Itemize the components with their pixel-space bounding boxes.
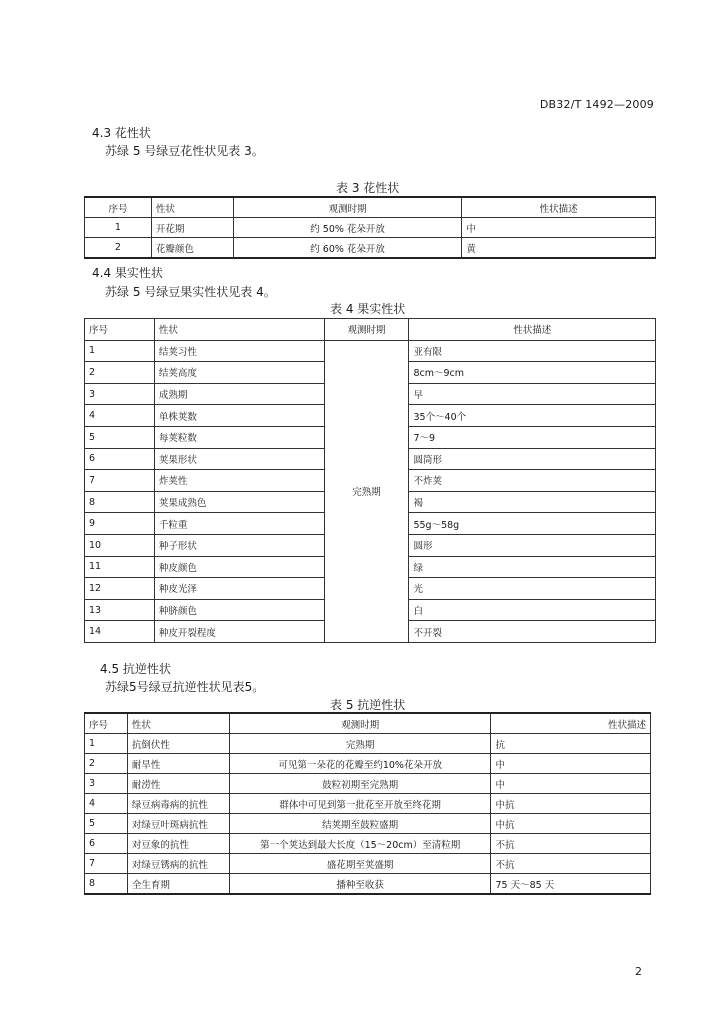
table-cell: 6 bbox=[85, 448, 155, 470]
table-cell: 对豆象的抗性 bbox=[127, 834, 229, 854]
table-cell: 黄 bbox=[462, 238, 656, 259]
table-cell: 圆筒形 bbox=[409, 448, 656, 470]
table-cell: 4 bbox=[85, 794, 128, 814]
table-cell: 不开裂 bbox=[409, 621, 656, 643]
table-cell: 亚有限 bbox=[409, 340, 656, 362]
table-cell: 不抗 bbox=[491, 834, 651, 854]
table-cell: 荚果形状 bbox=[154, 448, 324, 470]
table5-header-row bbox=[85, 713, 651, 734]
table-cell: 约 50% 花朵开放 bbox=[233, 218, 462, 238]
table-cell: 白 bbox=[409, 599, 656, 621]
section-4-4-title: 4.4 果实性状 bbox=[92, 266, 163, 280]
table-cell: 中抗 bbox=[491, 814, 651, 834]
table-cell: 13 bbox=[85, 599, 155, 621]
table-row bbox=[85, 774, 651, 794]
table-cell: 耐旱性 bbox=[127, 754, 229, 774]
table-cell: 不抗 bbox=[491, 854, 651, 874]
table-cell: 8 bbox=[85, 874, 128, 895]
table-cell: 1 bbox=[85, 734, 128, 754]
table4-header-cell: 观测时期 bbox=[324, 319, 409, 341]
table-cell: 中 bbox=[462, 218, 656, 238]
table-cell: 6 bbox=[85, 834, 128, 854]
table-cell: 抗 bbox=[491, 734, 651, 754]
table-cell: 14 bbox=[85, 621, 155, 643]
table3-header-cell: 性状描述 bbox=[462, 197, 656, 218]
table-cell: 8cm～9cm bbox=[409, 362, 656, 384]
table-cell: 种皮光泽 bbox=[154, 578, 324, 600]
table-cell: 播种至收获 bbox=[229, 874, 491, 895]
table3-caption: 表 3 花性状 bbox=[336, 181, 400, 195]
table3-header-cell: 性状 bbox=[151, 197, 233, 218]
table-cell: 1 bbox=[85, 340, 155, 362]
table-cell: 群体中可见到第一批花至开放至终花期 bbox=[229, 794, 491, 814]
table-cell: 花瓣颜色 bbox=[151, 238, 233, 259]
table-cell: 结荚高度 bbox=[154, 362, 324, 384]
table5 bbox=[84, 712, 651, 895]
table5-header-cell: 性状描述 bbox=[491, 713, 651, 734]
page-number: 2 bbox=[635, 965, 642, 978]
table-row bbox=[85, 340, 656, 362]
table-cell: 不炸荚 bbox=[409, 470, 656, 492]
table-cell: 褐 bbox=[409, 491, 656, 513]
table-cell: 光 bbox=[409, 578, 656, 600]
standard-code: DB32/T 1492—2009 bbox=[539, 98, 654, 111]
table4-header-cell: 性状 bbox=[154, 319, 324, 341]
table-cell: 11 bbox=[85, 556, 155, 578]
table4-period-cell: 完熟期 bbox=[324, 340, 409, 642]
table-cell: 2 bbox=[85, 754, 128, 774]
table-cell: 耐涝性 bbox=[127, 774, 229, 794]
table-cell: 每荚粒数 bbox=[154, 426, 324, 448]
table-cell: 种脐颜色 bbox=[154, 599, 324, 621]
table-cell: 8 bbox=[85, 491, 155, 513]
table-cell: 7 bbox=[85, 854, 128, 874]
table-cell: 对绿豆锈病的抗性 bbox=[127, 854, 229, 874]
table-cell: 千粒重 bbox=[154, 513, 324, 535]
table-cell: 4 bbox=[85, 405, 155, 427]
section-4-5-text: 苏绿5号绿豆抗逆性状见表5。 bbox=[105, 680, 265, 694]
table4-caption: 表 4 果实性状 bbox=[330, 302, 406, 316]
table5-header-cell: 性状 bbox=[127, 713, 229, 734]
table3-header-cell: 观测时期 bbox=[233, 197, 462, 218]
table-cell: 3 bbox=[85, 383, 155, 405]
table-cell: 绿 bbox=[409, 556, 656, 578]
table-row bbox=[85, 794, 651, 814]
table5-header-cell: 序号 bbox=[85, 713, 128, 734]
table-cell: 绿豆病毒病的抗性 bbox=[127, 794, 229, 814]
table-cell: 种子形状 bbox=[154, 534, 324, 556]
table-cell: 开花期 bbox=[151, 218, 233, 238]
table-cell: 可见第一朵花的花瓣至约10%花朵开放 bbox=[229, 754, 491, 774]
table-cell: 约 60% 花朵开放 bbox=[233, 238, 462, 259]
table-row bbox=[85, 814, 651, 834]
table-cell: 2 bbox=[85, 362, 155, 384]
table4 bbox=[84, 318, 656, 643]
table-row bbox=[85, 754, 651, 774]
table-cell: 结荚期至鼓粒盛期 bbox=[229, 814, 491, 834]
table-row bbox=[85, 834, 651, 854]
table-row bbox=[85, 854, 651, 874]
table3 bbox=[84, 196, 656, 259]
table5-caption: 表 5 抗逆性状 bbox=[330, 698, 406, 712]
section-4-5-title: 4.5 抗逆性状 bbox=[100, 662, 171, 676]
table-cell: 第一个荚达到最大长度（15～20cm）至清粒期 bbox=[229, 834, 491, 854]
table-row bbox=[85, 218, 656, 238]
table-cell: 荚果成熟色 bbox=[154, 491, 324, 513]
table-cell: 5 bbox=[85, 426, 155, 448]
table-cell: 盛花期至荚盛期 bbox=[229, 854, 491, 874]
table-cell: 中 bbox=[491, 754, 651, 774]
table-cell: 对绿豆叶斑病抗性 bbox=[127, 814, 229, 834]
table3-header-cell: 序号 bbox=[85, 197, 152, 218]
table-cell: 单株荚数 bbox=[154, 405, 324, 427]
table4-header-cell: 序号 bbox=[85, 319, 155, 341]
table-cell: 种皮开裂程度 bbox=[154, 621, 324, 643]
section-4-4-text: 苏绿 5 号绿豆果实性状见表 4。 bbox=[105, 285, 276, 299]
table-cell: 圆形 bbox=[409, 534, 656, 556]
table-cell: 7 bbox=[85, 470, 155, 492]
table4-header-row bbox=[85, 319, 656, 341]
table-cell: 10 bbox=[85, 534, 155, 556]
table-cell: 炸荚性 bbox=[154, 470, 324, 492]
table-cell: 2 bbox=[85, 238, 152, 259]
section-4-3-title: 4.3 花性状 bbox=[92, 126, 151, 140]
table3-header-row bbox=[85, 197, 656, 218]
table-cell: 鼓粒初期至完熟期 bbox=[229, 774, 491, 794]
table-cell: 完熟期 bbox=[229, 734, 491, 754]
table-cell: 9 bbox=[85, 513, 155, 535]
table-cell: 7～9 bbox=[409, 426, 656, 448]
table5-header-cell: 观测时期 bbox=[229, 713, 491, 734]
table-cell: 全生育期 bbox=[127, 874, 229, 895]
table-row bbox=[85, 734, 651, 754]
table-cell: 35个～40个 bbox=[409, 405, 656, 427]
table-cell: 抗倒伏性 bbox=[127, 734, 229, 754]
table-cell: 种皮颜色 bbox=[154, 556, 324, 578]
table-cell: 1 bbox=[85, 218, 152, 238]
table-row bbox=[85, 874, 651, 895]
table-row bbox=[85, 238, 656, 259]
table-cell: 5 bbox=[85, 814, 128, 834]
table-cell: 12 bbox=[85, 578, 155, 600]
table-cell: 成熟期 bbox=[154, 383, 324, 405]
table4-header-cell: 性状描述 bbox=[409, 319, 656, 341]
table-cell: 结荚习性 bbox=[154, 340, 324, 362]
table-cell: 中 bbox=[491, 774, 651, 794]
table-cell: 75 天～85 天 bbox=[491, 874, 651, 895]
table-cell: 55g～58g bbox=[409, 513, 656, 535]
section-4-3-text: 苏绿 5 号绿豆花性状见表 3。 bbox=[105, 144, 264, 158]
table-cell: 中抗 bbox=[491, 794, 651, 814]
table-cell: 早 bbox=[409, 383, 656, 405]
table-cell: 3 bbox=[85, 774, 128, 794]
